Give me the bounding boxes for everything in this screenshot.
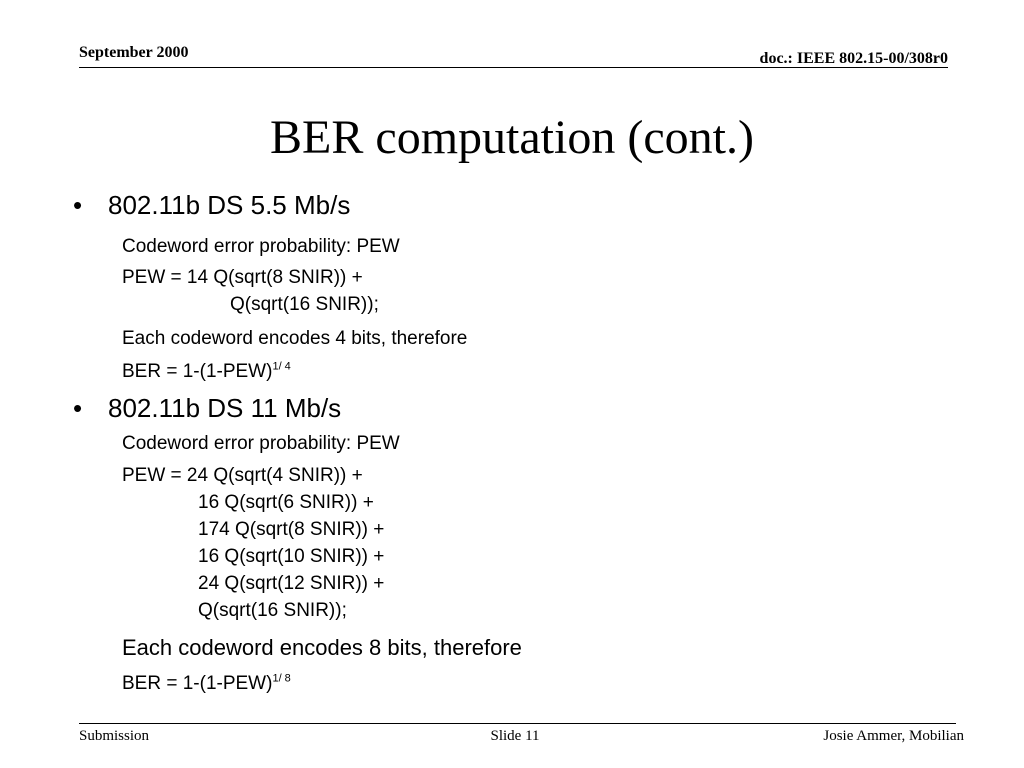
ber-formula (122, 673, 291, 695)
pew-line: Q(sqrt(16 SNIR)); (198, 600, 347, 621)
ber-exponent: 1/ 4 (272, 360, 291, 373)
codeword-label: Codeword error probability: PEW (122, 236, 400, 257)
pew-line: PEW = 24 Q(sqrt(4 SNIR)) + (122, 465, 363, 486)
bullet-marker: • (73, 393, 83, 423)
encodes-line: Each codeword encodes 4 bits, therefore (122, 328, 468, 349)
section-heading: 802.11b DS 5.5 Mb/s (108, 190, 351, 220)
footer-author: Josie Ammer, Mobilian (823, 728, 964, 744)
pew-line: 174 Q(sqrt(8 SNIR)) + (198, 519, 385, 540)
footer-divider (79, 723, 956, 724)
ber-formula (122, 361, 291, 383)
pew-line: 16 Q(sqrt(10 SNIR)) + (198, 546, 385, 567)
footer-slide-number: Slide 11 (490, 728, 540, 744)
pew-line: 16 Q(sqrt(6 SNIR)) + (198, 492, 374, 513)
pew-line: Q(sqrt(16 SNIR)); (230, 294, 379, 315)
header-doc-id: doc.: IEEE 802.15-00/308r0 (759, 50, 948, 67)
bullet-marker: • (73, 190, 83, 220)
pew-line: PEW = 14 Q(sqrt(8 SNIR)) + (122, 267, 363, 288)
pew-line: 24 Q(sqrt(12 SNIR)) + (198, 573, 385, 594)
slide-title: BER computation (cont.) (270, 111, 754, 164)
footer-submission: Submission (79, 728, 150, 744)
header-divider (79, 67, 948, 68)
ber-base: BER = 1-(1-PEW) (122, 673, 273, 694)
ber-base: BER = 1-(1-PEW) (122, 361, 273, 382)
codeword-label: Codeword error probability: PEW (122, 433, 400, 454)
section-heading: 802.11b DS 11 Mb/s (108, 393, 342, 423)
encodes-line: Each codeword encodes 8 bits, therefore (122, 635, 522, 660)
ber-exponent: 1/ 8 (272, 672, 291, 685)
header-date: September 2000 (79, 44, 189, 61)
